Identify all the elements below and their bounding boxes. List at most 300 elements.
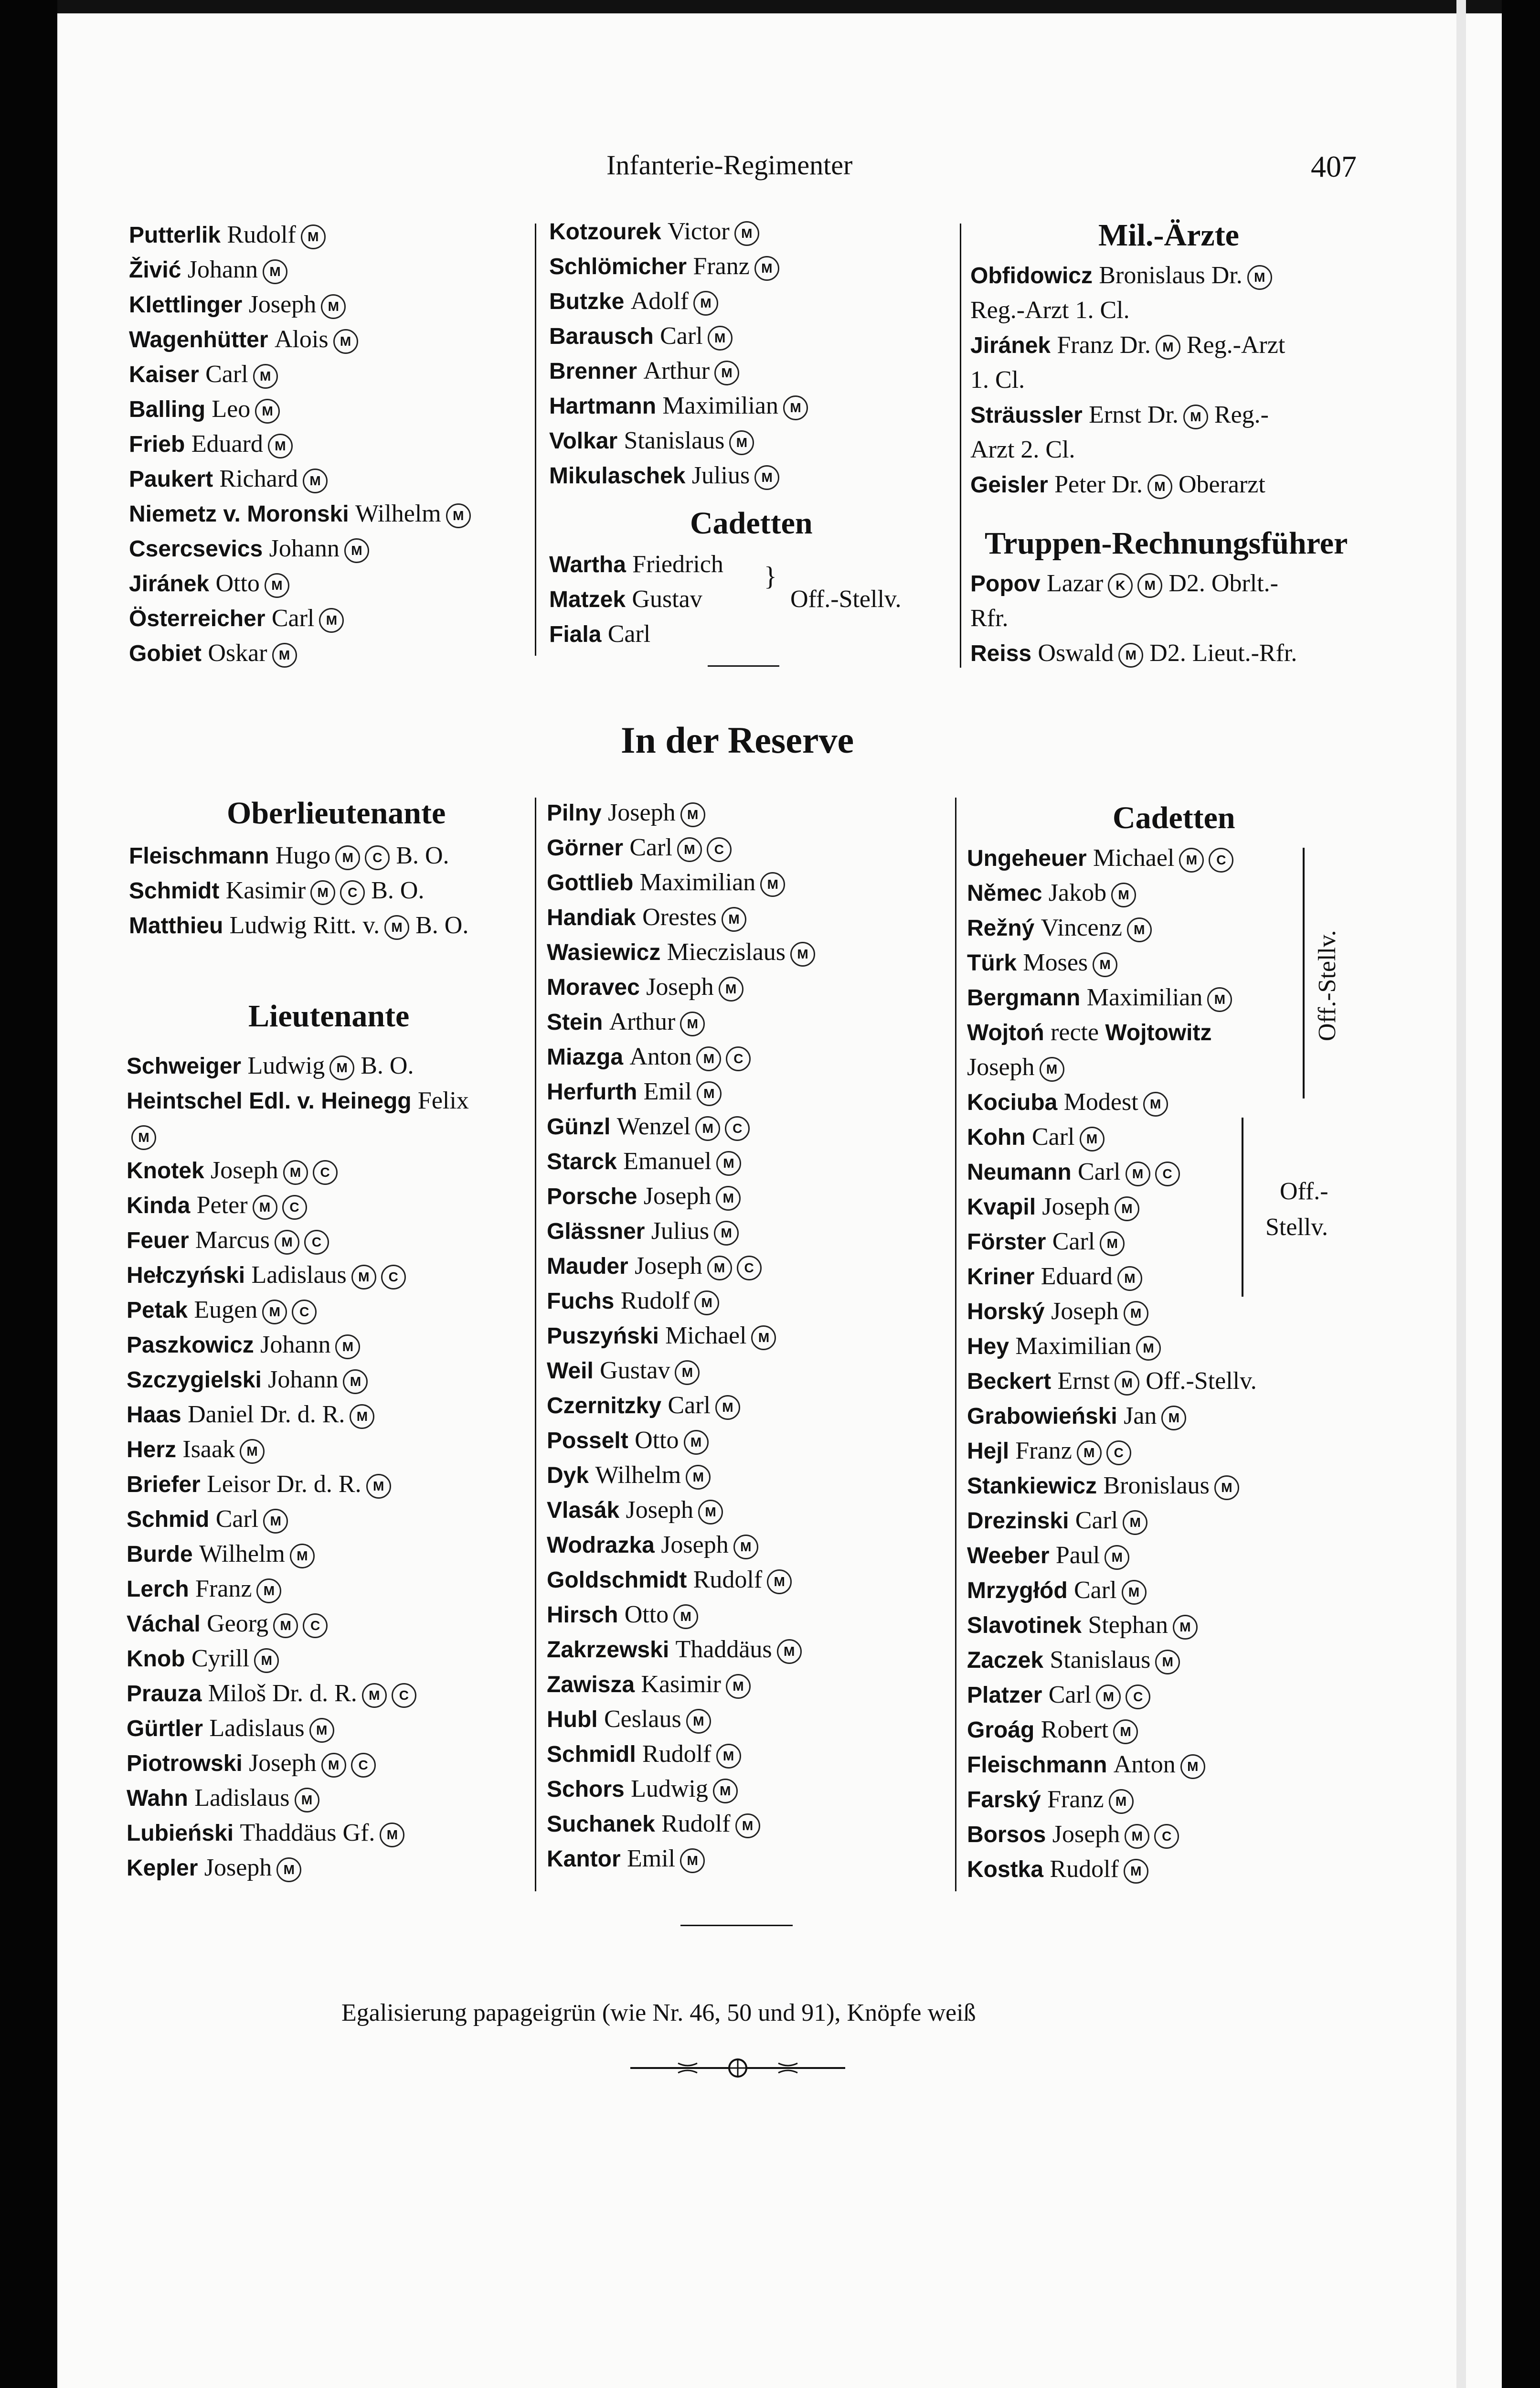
surname: Petak — [127, 1298, 194, 1323]
surname: Wagenhütter — [129, 327, 275, 352]
m-mark-icon: M — [695, 1116, 720, 1141]
given-name: Emil — [643, 1078, 692, 1105]
column-divider — [960, 224, 961, 668]
m-mark-icon: M — [273, 1613, 298, 1638]
surname: Klettlinger — [129, 292, 249, 318]
surname: Wahn — [127, 1786, 195, 1811]
surname: Briefer — [127, 1472, 207, 1497]
list-item — [967, 1712, 1257, 1747]
list-item — [967, 1085, 1257, 1119]
m-mark-icon: M — [680, 1848, 705, 1873]
list-item — [549, 214, 808, 249]
annotation: B. O. — [354, 1052, 414, 1079]
m-mark-icon: M — [263, 1509, 288, 1534]
list-item — [967, 1050, 1257, 1085]
m-mark-icon: M — [343, 1369, 368, 1394]
bracket2-label-b: Stellv. — [1265, 1214, 1328, 1241]
list-item — [967, 910, 1257, 945]
given-name: Johann — [269, 535, 340, 562]
surname: Mauder — [547, 1254, 635, 1279]
given-name: Otto — [624, 1601, 669, 1628]
surname: Zakrzewski — [547, 1637, 676, 1663]
surname: Prauza — [127, 1681, 208, 1706]
given-name: Oskar — [208, 640, 267, 667]
list-item — [547, 1806, 815, 1841]
m-mark-icon: M — [673, 1604, 698, 1629]
list-item — [547, 1632, 815, 1667]
given-name: Stanislaus — [624, 427, 725, 454]
c-mark-icon: C — [381, 1265, 406, 1290]
list-item — [967, 1677, 1257, 1712]
list-item — [967, 1119, 1257, 1154]
list-item — [129, 636, 471, 671]
running-header: Infanterie-Regimenter — [606, 149, 853, 181]
given-name: Hugo — [275, 842, 331, 869]
m-mark-icon: M — [751, 1325, 776, 1350]
surname: Feuer — [127, 1228, 196, 1253]
surname: Miazga — [547, 1045, 630, 1070]
m-mark-icon: M — [256, 1578, 281, 1603]
surname: Dyk — [547, 1463, 595, 1488]
given-name: Michael — [665, 1322, 747, 1349]
list-item — [549, 582, 723, 617]
given-name: Daniel Dr. d. R. — [188, 1401, 345, 1428]
surname: Volkar — [549, 428, 624, 454]
m-mark-icon: M — [735, 1813, 760, 1838]
surname: Gürtler — [127, 1716, 210, 1741]
surname: Kociuba — [967, 1090, 1064, 1115]
given-name: Julius — [651, 1217, 710, 1245]
given-name: Emanuel — [623, 1148, 712, 1175]
list-item — [129, 601, 471, 636]
list-item — [129, 357, 471, 392]
given-name: Carl — [1078, 1158, 1121, 1185]
given-name: Wilhelm — [355, 500, 441, 527]
given-name: Franz — [693, 253, 750, 280]
surname: Schmid — [127, 1507, 216, 1532]
m-mark-icon: M — [1117, 1266, 1142, 1291]
m-mark-icon: M — [698, 1500, 723, 1524]
given-name: Joseph — [967, 1054, 1035, 1081]
given-name: Ladislaus — [209, 1715, 305, 1742]
bracket-glyph: } — [764, 562, 777, 591]
given-name: Joseph — [1051, 1298, 1119, 1325]
m-mark-icon: M — [733, 1535, 758, 1559]
surname: Moravec — [547, 975, 647, 1000]
m-mark-icon: M — [696, 1046, 721, 1071]
page-number: 407 — [1311, 149, 1357, 183]
list-item — [127, 1362, 469, 1397]
m-mark-icon: M — [309, 1718, 334, 1743]
given-name: Ludwig Ritt. v. — [229, 912, 380, 939]
given-name: Rudolf — [642, 1740, 712, 1768]
m-mark-icon: M — [1180, 1754, 1205, 1779]
list-item — [129, 426, 471, 461]
column-divider — [535, 798, 536, 1891]
list-item — [549, 249, 808, 284]
list-item — [967, 1817, 1257, 1852]
given-name: Carl — [1075, 1507, 1118, 1534]
m-mark-icon: M — [1207, 987, 1232, 1012]
surname: Barausch — [549, 324, 660, 349]
given-name: Ernst Dr. — [1089, 401, 1179, 428]
m-mark-icon: M — [694, 1290, 719, 1315]
surname: Kotzourek — [549, 219, 668, 245]
given-name: Anton — [629, 1043, 692, 1070]
surname: Mikulaschek — [549, 463, 692, 489]
m-mark-icon: M — [1040, 1057, 1064, 1082]
given-name: Leisor Dr. d. R. — [207, 1471, 361, 1498]
c-mark-icon: C — [303, 1613, 328, 1638]
list-item — [129, 531, 471, 566]
surname: Herz — [127, 1437, 183, 1462]
m-mark-icon: M — [734, 221, 759, 246]
m-mark-icon: M — [333, 329, 358, 354]
annotation: Oberarzt — [1172, 471, 1265, 498]
annotation: D2. Lieut.-Rfr. — [1143, 640, 1297, 667]
list-item — [127, 1188, 469, 1223]
aerzte-heading: Mil.-Ärzte — [1098, 218, 1239, 253]
surname: Hubl — [547, 1707, 604, 1732]
list-item — [547, 900, 815, 935]
list-item — [549, 319, 808, 353]
m-mark-icon: M — [1127, 917, 1152, 942]
list-item — [970, 467, 1285, 502]
m-mark-icon: M — [1115, 1371, 1139, 1396]
list-item — [129, 908, 468, 943]
m-mark-icon: M — [366, 1474, 391, 1499]
surname: Borsos — [967, 1822, 1052, 1847]
c-mark-icon: C — [392, 1683, 416, 1708]
given-name: Thaddäus — [675, 1636, 772, 1663]
given-name: Stanislaus — [1050, 1646, 1151, 1674]
reserve-title: In der Reserve — [621, 719, 854, 761]
surname: Platzer — [967, 1683, 1049, 1708]
m-mark-icon: M — [283, 1160, 308, 1185]
m-mark-icon: M — [275, 1230, 299, 1255]
m-mark-icon: M — [1077, 1440, 1102, 1465]
surname-alias: Wojtowitz — [1099, 1020, 1212, 1045]
annotation: Reg.-Arzt — [1180, 331, 1285, 359]
rechnungsfuehrer-list — [970, 566, 1297, 671]
list-item — [547, 830, 815, 865]
list-item — [967, 1538, 1257, 1573]
list-item — [970, 362, 1285, 397]
given-name: Isaak — [182, 1436, 235, 1463]
list-item — [967, 1154, 1257, 1189]
list-item — [127, 1536, 469, 1571]
m-mark-icon: M — [767, 1569, 792, 1594]
list-item — [967, 1782, 1257, 1817]
list-item — [547, 1109, 815, 1144]
list-item — [549, 284, 808, 319]
list-item — [129, 287, 471, 322]
surname: Schweiger — [127, 1054, 248, 1079]
scan-border-top — [0, 0, 1540, 13]
surname: Popov — [970, 571, 1047, 597]
list-item — [549, 353, 808, 388]
list-item — [127, 1258, 469, 1292]
given-name: Carl — [271, 605, 315, 632]
m-mark-icon: M — [254, 1648, 279, 1673]
list-item — [549, 617, 723, 651]
given-name: Carl — [660, 322, 703, 350]
list-item — [547, 1004, 815, 1039]
list-item — [549, 458, 808, 493]
given-name: Joseph — [249, 1749, 317, 1777]
given-name: Johann — [268, 1366, 339, 1393]
list-item — [967, 1747, 1257, 1782]
surname: Hey — [967, 1334, 1016, 1359]
list-item — [970, 293, 1285, 328]
list-item — [129, 322, 471, 357]
list-item — [547, 1667, 815, 1702]
officer-list-top-left — [129, 217, 471, 671]
surname: Niemetz v. Moronski — [129, 501, 355, 527]
cadetten-heading-top: Cadetten — [690, 506, 813, 541]
m-mark-icon: M — [708, 326, 733, 351]
m-mark-icon: M — [131, 1125, 156, 1150]
m-mark-icon: M — [1156, 335, 1180, 360]
surname: Režný — [967, 916, 1041, 941]
surname: Schors — [547, 1777, 631, 1802]
list-item — [127, 1815, 469, 1850]
c-mark-icon: C — [1209, 848, 1233, 873]
list-item — [127, 1118, 469, 1153]
surname: Váchal — [127, 1611, 207, 1637]
given-name: Eugen — [194, 1296, 258, 1323]
m-mark-icon: M — [1125, 1824, 1149, 1849]
annotation: Off.-Stellv. — [1139, 1367, 1257, 1395]
column-divider — [955, 798, 956, 1891]
list-item — [127, 1397, 469, 1432]
given-name: Peter — [196, 1192, 248, 1219]
given-name: Joseph — [643, 1183, 712, 1210]
m-mark-icon: M — [1080, 1127, 1105, 1151]
list-item — [967, 1364, 1257, 1398]
m-mark-icon: M — [754, 256, 779, 281]
surname: Schmidt — [129, 878, 226, 904]
m-mark-icon: M — [680, 1012, 705, 1036]
lieutenante-heading: Lieutenante — [248, 999, 410, 1034]
surname: Frieb — [129, 432, 191, 457]
surname: Glässner — [547, 1219, 651, 1244]
short-rule — [680, 1925, 793, 1926]
given-name: Gustav — [600, 1357, 670, 1384]
given-name: Lazar — [1047, 570, 1104, 597]
surname: Starck — [547, 1149, 624, 1174]
list-item — [967, 1189, 1257, 1224]
surname: Pilny — [547, 800, 608, 826]
given-name: Wilhelm — [199, 1540, 285, 1567]
m-mark-icon: M — [1214, 1475, 1239, 1500]
surname: Czernitzky — [547, 1393, 668, 1418]
list-item — [129, 566, 471, 601]
list-item — [549, 423, 808, 458]
surname: Knob — [127, 1646, 191, 1672]
list-item — [127, 1780, 469, 1815]
surname: Slavotinek — [967, 1613, 1088, 1638]
m-mark-icon: M — [295, 1788, 319, 1812]
surname: Reiss — [970, 641, 1038, 666]
list-item — [970, 397, 1285, 432]
given-name: Ludwig — [247, 1052, 325, 1079]
list-item — [547, 1283, 815, 1318]
surname: Kaiser — [129, 362, 206, 387]
surname: Förster — [967, 1229, 1052, 1255]
annotation: B. O. — [409, 912, 469, 939]
given-name: Jakob — [1048, 879, 1107, 906]
surname: Lerch — [127, 1577, 196, 1602]
given-name: Joseph — [608, 799, 676, 826]
given-name: Carl — [629, 834, 672, 861]
surname: Weeber — [967, 1543, 1056, 1568]
surname: Matthieu — [129, 913, 230, 938]
m-mark-icon: M — [719, 977, 743, 1002]
m-mark-icon: M — [380, 1823, 404, 1847]
given-name: Maximilian — [1086, 984, 1203, 1011]
list-item — [129, 392, 471, 426]
surname: Živić — [129, 257, 188, 283]
m-mark-icon: M — [783, 395, 808, 420]
surname: Jiránek — [129, 571, 216, 597]
list-item — [547, 1597, 815, 1632]
given-name: Miloš Dr. d. R. — [208, 1680, 357, 1707]
surname: Geisler — [970, 472, 1055, 498]
list-item — [547, 1458, 815, 1492]
m-mark-icon: M — [1143, 1092, 1168, 1117]
m-mark-icon: M — [240, 1439, 265, 1464]
surname: Groág — [967, 1717, 1041, 1743]
given-name: Arthur — [643, 357, 710, 384]
list-item — [967, 1433, 1257, 1468]
given-name: Franz — [1047, 1786, 1104, 1813]
surname: Paukert — [129, 467, 220, 492]
surname: Obfidowicz — [970, 263, 1099, 288]
given-name: Maximilian — [1015, 1333, 1132, 1360]
m-mark-icon: M — [722, 907, 746, 932]
list-item — [547, 935, 815, 970]
m-mark-icon: M — [790, 942, 815, 967]
m-mark-icon: M — [1093, 952, 1117, 977]
short-rule — [708, 665, 779, 667]
given-name: Ceslaus — [604, 1706, 681, 1733]
list-item — [547, 1492, 815, 1527]
c-mark-icon: C — [1126, 1684, 1150, 1709]
list-item — [967, 841, 1257, 875]
list-item — [547, 795, 815, 830]
list-item — [967, 1259, 1257, 1294]
given-name: Carl — [1048, 1681, 1092, 1708]
scan-border-left — [0, 0, 57, 2388]
page-edge — [1456, 0, 1466, 2388]
given-name: Alois — [274, 326, 329, 353]
list-item — [129, 252, 471, 287]
surname: Handiak — [547, 905, 643, 930]
m-mark-icon: M — [321, 1753, 346, 1778]
given-name: Wenzel — [616, 1113, 691, 1140]
footer-text: Egalisierung papageigrün (wie Nr. 46, 50 und 91), Knöpfe weiß — [341, 1999, 976, 2026]
m-mark-icon: M — [716, 1151, 741, 1176]
m-mark-icon: M — [686, 1465, 711, 1490]
surname: Zaczek — [967, 1648, 1050, 1673]
surname: Görner — [547, 835, 630, 861]
list-item — [967, 1329, 1257, 1364]
list-item — [547, 1318, 815, 1353]
given-name: Adolf — [630, 288, 689, 315]
given-name: Otto — [635, 1427, 679, 1454]
surname: Fleischmann — [967, 1752, 1114, 1778]
m-mark-icon: M — [760, 872, 785, 897]
m-mark-icon: M — [1137, 573, 1162, 598]
list-item — [127, 1223, 469, 1258]
m-mark-icon: M — [1155, 1650, 1180, 1674]
surname: Gottlieb — [547, 870, 640, 896]
m-mark-icon: M — [335, 845, 360, 870]
m-mark-icon: M — [1096, 1684, 1121, 1709]
given-name: Kasimir — [641, 1671, 721, 1698]
given-name: Franz — [195, 1575, 252, 1602]
surname: Schmidl — [547, 1742, 643, 1767]
surname: Herfurth — [547, 1079, 644, 1105]
given-name: Victor — [668, 218, 730, 245]
m-mark-icon: M — [714, 1221, 739, 1246]
list-item — [547, 1771, 815, 1806]
m-mark-icon: M — [1100, 1231, 1125, 1256]
given-name: Carl — [205, 361, 248, 388]
list-item — [970, 566, 1297, 601]
m-mark-icon: M — [729, 430, 754, 455]
cadetten-heading-reserve: Cadetten — [1113, 800, 1235, 835]
surname: Kepler — [127, 1855, 204, 1881]
list-item — [967, 1852, 1257, 1887]
surname: Němec — [967, 881, 1049, 906]
surname: Gobiet — [129, 641, 208, 666]
given-name: Arthur — [609, 1008, 676, 1035]
list-item — [547, 1388, 815, 1423]
list-item — [129, 217, 471, 252]
surname: Neumann — [967, 1160, 1078, 1185]
list-item — [547, 1702, 815, 1737]
given-name: Paul — [1055, 1542, 1100, 1569]
surname: Heintschel Edl. v. Heinegg — [127, 1088, 418, 1114]
given-name: Julius — [691, 462, 750, 489]
m-mark-icon: M — [265, 573, 289, 598]
list-item — [970, 601, 1297, 636]
given-name: Rudolf — [620, 1287, 690, 1314]
surname: Bergmann — [967, 985, 1087, 1011]
given-name: Rudolf — [661, 1810, 731, 1837]
list-item — [127, 1571, 469, 1606]
given-name: Georg — [207, 1610, 269, 1637]
surname: Butzke — [549, 289, 631, 314]
surname: Kriner — [967, 1264, 1041, 1290]
given-name: Arzt 2. Cl. — [970, 436, 1075, 463]
m-mark-icon: M — [714, 361, 739, 385]
column-divider — [535, 224, 536, 656]
m-mark-icon: M — [1247, 265, 1272, 290]
surname: Suchanek — [547, 1812, 662, 1837]
given-name: Jan — [1124, 1402, 1157, 1429]
given-name: Kasimir — [225, 877, 306, 904]
m-mark-icon: M — [319, 608, 344, 633]
m-mark-icon: M — [1183, 405, 1208, 429]
given-name: Moses — [1023, 949, 1088, 976]
m-mark-icon: M — [1147, 474, 1172, 499]
oberlieutenante-heading: Oberlieutenante — [227, 796, 446, 831]
annotation: B. O. — [390, 842, 449, 869]
m-mark-icon: M — [1111, 883, 1136, 907]
